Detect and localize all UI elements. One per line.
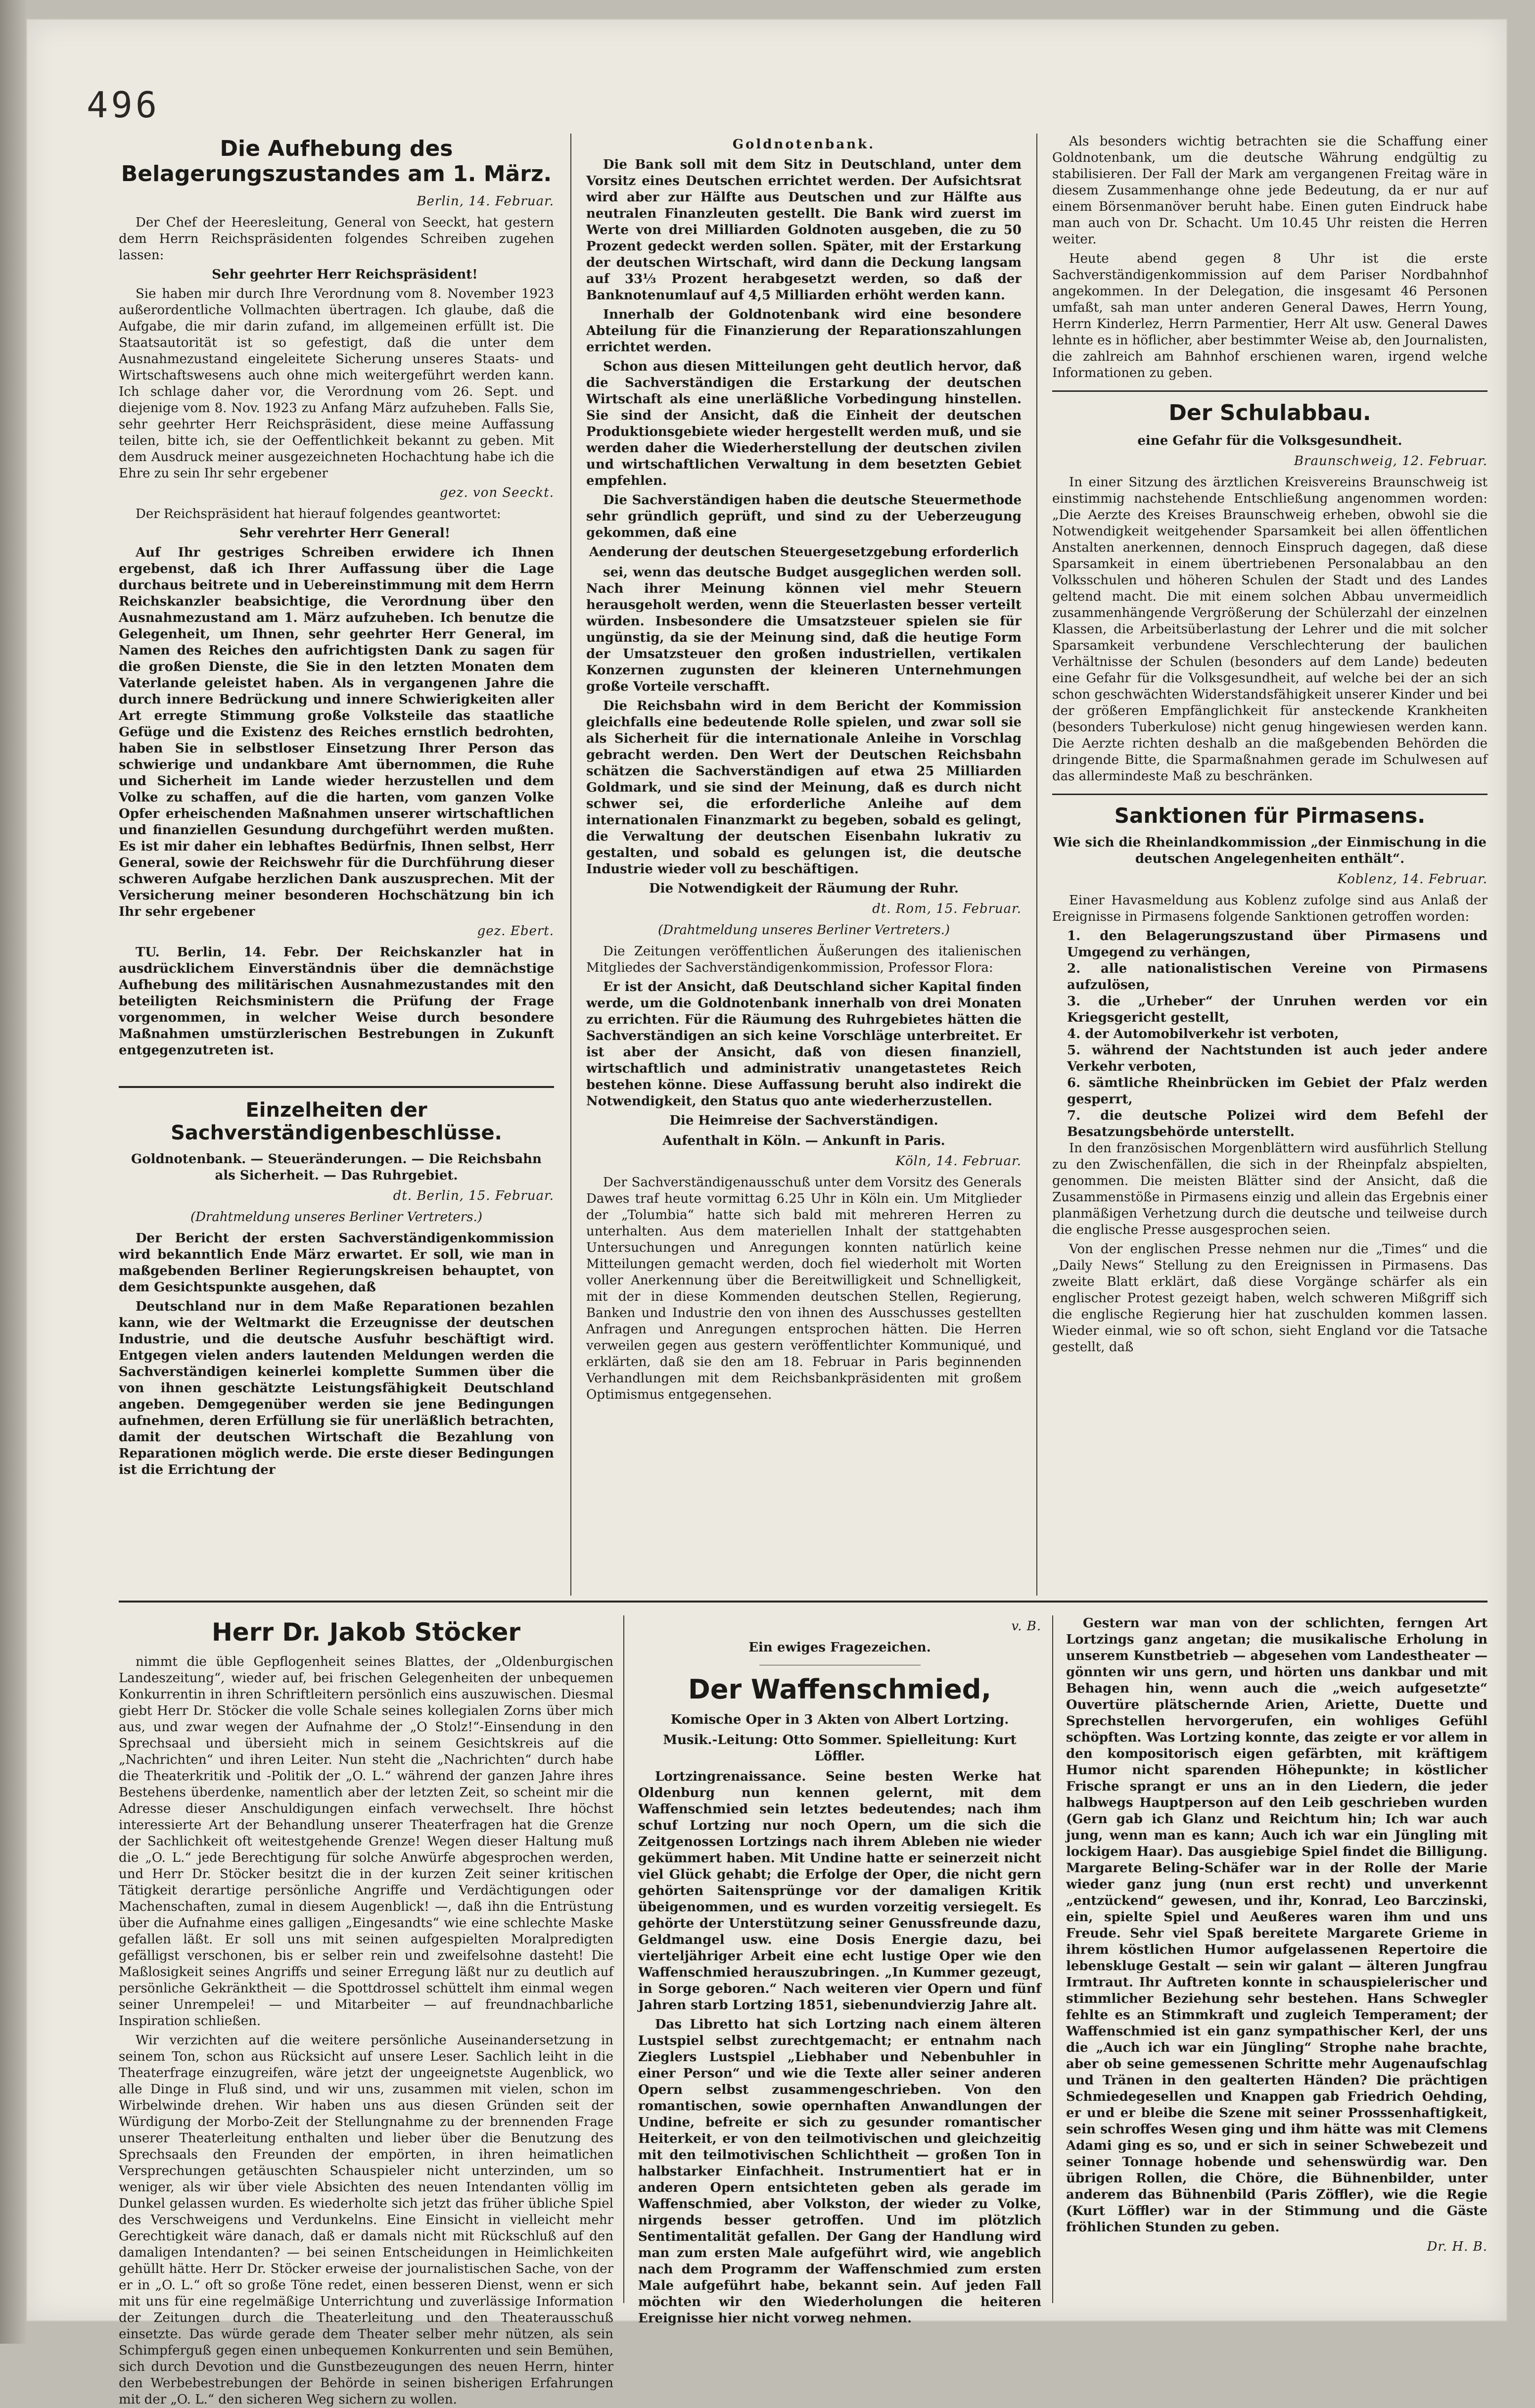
paragraph: nimmt die üble Gepflogenheit seines Blattes, der „Oldenburgischen Landeszeitung“, wieder auf, bei frischen Gelegenheiten der unbequemen Konkurrentin in ihren Schriftleitern persönlich eins auszuwischen. Diesmal giebt Herr Dr. Stöcker die volle Schale seines kollegialen Zorns über mich aus, und zwar wegen der Aufnahme der „O Stolz!“-Einsendung in den Sprechsaal und übersieht mich in seinem Gesichtskreis auf die „Nachrichten“ und ihren Leiter. Nun steht die „Nachrichten“ durch habe die Theaterkritik und -Politik der „O. L.“ während der ganzen Jahre ihres Bestehens überdenke, namentlich aber der letzten Zeit, so scheint mir die Adresse dieser Anschuldigungen einfach verwechselt. Ihre höchst interessierte Art der Behandlung unserer Theaterfragen hat die Grenze der Sachlichkeit oft weitestgehende Grenze! Wegen dieser Haltung muß die „O. L.“ jede Berechtigung für solche Anwürfe abgesprochen werden, und Herr Dr. Stöcker besitzt die in der kurzen Zeit seiner kritischen Tätigkeit derartige persönliche Angriffe und Verdächtigungen oder Machenschaften, zumal in diesem Augenblick! —, daß ihn die Entrüstung über die Aufnahme eines galligen „Eingesandts“ wie eine schlechte Maske gefallen läßt. Er soll uns mit seinen aufgespielten Moralpredigten gefälligst verschonen, bis er selber rein und zweifelsohne dasteht! Die Maßlosigkeit seines Angriffs und seiner Erregung läßt nur zu deutlich auf persönliche Gekränktheit — die Spottdrossel schüttelt ihm einmal wegen seiner Unrempelei! — und Mitarbeiter — auf freundnachbarliche Inspiration schließen. [119, 1654, 613, 2029]
paragraph: Die Sachverständigen haben die deutsche Steuermethode sehr gründlich geprüft, und sind zu der Ueberzeugung gekommen, daß eine [586, 493, 1022, 540]
list-item: 5. während der Nachtstunden ist auch jeder andere Verkehr verboten, [1067, 1042, 1488, 1074]
source-note: (Drahtmeldung unseres Berliner Vertreters.) [657, 923, 950, 938]
headline-belagerung: Die Aufhebung des Belagerungszustandes am 1. März. [121, 136, 552, 187]
subheadline-goldnotenbank: Goldnotenbank. [732, 137, 876, 152]
paragraph: Auf Ihr gestriges Schreiben erwidere ich Ihnen ergebenst, daß ich Ihrer Auffassung über die Lage durchaus beitrete und in Uebereinstimmung mit dem Herrn Reichskanzler beabsichtige, die Verordnung über den Ausnahmezustand am 1. März aufzuheben. Ich benutze die Gelegenheit, um Ihnen, sehr geehrter Herr General, im Namen des Reiches den aufrichtigsten Dank zu sagen für die großen Dienste, die Sie in den letzten Monaten dem Vaterlande geleistet haben. Als in vergangenen Jahre die durch innere Bedrückung und innere Schwierigkeiten aller Art erregte Stimmung große Volksteile das staatliche Gefüge und die Existenz des Reiches ernstlich bedrohten, haben Sie in selbstloser Einsetzung Ihrer Person das schwierige und undankbare Amt übernommen, die Ruhe und Sicherheit im Lande wieder herzustellen und dem Volke zu schaffen, auf die die harten, vom ganzen Volke Opfer erheischenden Maßnahmen unserer wirtschaftlichen und finanziellen Gesundung durchgeführt werden mußten. Es ist mir daher ein lebhaftes Bedürfnis, Ihnen selbst, Herr General, sowie der Reichswehr für die Durchführung dieser schweren Aufgabe herzlichen Dank auszusprechen. Mit der Versicherung meiner besonderen Hochschätzung bin ich Ihr sehr ergebener [119, 545, 554, 920]
section-rule [1052, 390, 1488, 392]
paragraph: Als besonders wichtig betrachten sie die Schaffung einer Goldnotenbank, um die deutsche Währung endgültig zu stabilisieren. Der Fall der Mark am vergangenen Freitag wäre in diesem Zusammenhange ohne jede Bedeutung, da er nur auf einem Börsenmanöver beruht habe. Einen guten Eindruck habe man auch von Dr. Schacht. Um 10.45 Uhr reisten die Herren weiter. [1052, 134, 1488, 247]
dateline: Braunschweig, 12. Februar. [1294, 453, 1488, 469]
credits: Musik.-Leitung: Otto Sommer. Spielleitung: Kurt Löffler. [663, 1733, 1017, 1764]
headline-schulabbau: Der Schulabbau. [1168, 400, 1371, 425]
dateline: dt. Berlin, 15. Februar. [393, 1188, 554, 1203]
paragraph: Gestern war man von der schlichten, ferngen Art Lortzings ganz angetan; die musikalische Erholung in unserem Kunstbetrieb — abgesehen vom Landestheater — gönnten wir uns gern, und hörten uns dankbar und mit Behagen hin, wenn auch die „weich aufgesetzte“ Ouvertüre plätschernde Arien, Ariette, Duette und Sprechstellen hervorgerufen, ein wohliges Gefühl schöpften. Was Lortzing konnte, das zeigte er vor allem in den kompositorisch eigen gefärbten, mit kräftigem Humor nicht sparenden Höhepunkte; in köstlicher Frische sprangt er uns an in den Liedern, die jeder halbwegs Hauptperson auf den Leib geschrieben wurden (Gern gab ich Glanz und Reichtum hin; Ich war auch jung, wenn man es kann; Auch ich war ein Jüngling mit lockigem Haar). Das ausgiebige Spiel findet die Billigung. Margarete Beling-Schäfer war in der Rolle der Marie wieder ganz jung (nun erst recht) und unverkennt „entzückend“ gewesen, und ihr, Konrad, Leo Barczinski, ein, spielte Spiel und Aeußeres waren ihm und uns Freude. Sehr viel Spaß bereitete Margarete Grieme in ihrem köstlichen Humor aufgelassenen Repertoire die lebenskluge Gestalt — sein wir galant — älteren Jungfrau Irmtraut. Ihr Auftreten konnte in schauspielerischer und stimmlicher Beziehung sehr bestehen. Hans Schwegler fehlte es an Stimmkraft und zugleich Temperament; der Waffenschmied ist ein ganz sympathischer Kerl, der uns die „Auch ich war ein Jüngling“ Strophe nahe brachte, aber ob seine gemessenen Schritte mehr Augenaufschlag und Tränen in den gealterten Händen? Die prächtigen Schmiedegesellen und Knappen gab Friedrich Oehding, er und er bleibe die Szene mit seiner Prosssenhaftigkeit, sein schroffes Wesen ging und ihm hätte was mit Clemens Adami ging es so, und er sich in seiner Schwebezeit und seiner Tonnage hobende und sehenswürdig war. Den übrigen Rollen, die Chöre, die Bühnenbilder, unter anderem das Bühnenbild (Paris Zöffler), wie die Regie (Kurt Löffler) war in der Stimmung und die Gäste fröhlichen Stunden zu geben. [1066, 1616, 1488, 2235]
list-item: 4. der Automobilverkehr ist verboten, [1067, 1026, 1339, 1041]
signature: v. B. [1011, 1619, 1041, 1634]
signature: Dr. H. B. [1427, 2239, 1488, 2254]
newspaper-page [27, 20, 1506, 2407]
scan-edge [0, 0, 27, 2344]
column-divider [1052, 1615, 1053, 2303]
dateline: Köln, 14. Februar. [895, 1154, 1022, 1169]
paragraph: Innerhalb der Goldnotenbank wird eine besondere Abteilung für die Finanzierung der Reparationszahlungen errichtet werden. [586, 307, 1022, 355]
paragraph: Die Reichsbahn wird in dem Bericht der Kommission gleichfalls eine bedeutende Rolle spielen, und zwar soll sie als Sicherheit für die internationale Anleihe in Vorschlag gebracht werden. Den Wert der Deutschen Reichsbahn schätzen die Sachverständigen auf etwa 25 Milliarden Goldmark, und sie sind der Meinung, daß es durch nicht schwer sei, die erforderliche Anleihe auf dem internationalen Finanzmarkt zu begeben, sobald es gelingt, die Verwaltung der deutschen Eisenbahn lukrativ zu gestalten, und sobald es gelungen ist, die deutsche Industrie wieder voll zu beschäftigen. [586, 699, 1022, 877]
column-stoecker [119, 1615, 613, 2407]
list-item: 6. sämtliche Rheinbrücken im Gebiet der Pfalz werden gesperrt, [1067, 1075, 1488, 1107]
paragraph: Er ist der Ansicht, daß Deutschland sicher Kapital finden werde, um die Goldnotenbank innerhalb von drei Monaten zu errichten. Für die Räumung des Ruhrgebietes hätten die Sachverständigen an sich keine Vorschläge unterbreitet. Er ist aber der Ansicht, daß von diesen finanziell, wirtschaftlich und administrativ unangetastetes Reich bestehen könne. Diese Auffassung beruht also indirekt die Notwendigkeit, den Status quo ante wiederherzustellen. [586, 980, 1022, 1109]
salutation: Sehr verehrter Herr General! [239, 526, 451, 541]
list-item: 1. den Belagerungszustand über Pirmasens und Umgegend zu verhängen, [1067, 928, 1488, 960]
column-middle-top [586, 134, 1022, 1596]
subheadline: Goldnotenbank. — Steueränderungen. — Die Reichsbahn als Sicherheit. — Das Ruhrgebiet. [131, 1152, 542, 1183]
paragraph: Lortzingrenaissance. Seine besten Werke hat Oldenburg nun kennen gelernt, mit dem Waffenschmied sein letztes bedeutendes; nach ihm schuf Lortzing nur noch Opern, um die sich die Zeitgenossen Lortzings nach ihrem Ableben nie wieder gekümmert haben. Mit Undine hatte er seinerzeit nicht viel Glück gehabt; die Erfolge der Oper, die nicht gern gehörten Saitensprünge vor der damaligen Kritik übeigenommen, und es wurden vorzeitig versiegelt. Es gehörte der Unterstützung seiner Genussfreunde dazu, Geldmangel usw. eine Dosis Energie dazu, bei vierteljähriger Arbeit eine echt lustige Oper wie den Waffenschmied herauszubringen. „In Kummer gezeugt, in Sorge geboren.“ Nach weiteren vier Opern und fünf Jahren starb Lortzing 1851, siebenundvierzig Jahre alt. [638, 1769, 1041, 2013]
headline-sachverstaendige: Einzelheiten der Sachverständigenbeschlüsse. [171, 1099, 502, 1144]
sanctions-list [1052, 928, 1488, 1140]
headline-stoecker: Herr Dr. Jakob Stöcker [211, 1618, 521, 1647]
signature: gez. von Seeckt. [439, 485, 554, 501]
column-waffenschmied [638, 1615, 1041, 2326]
headline-waffenschmied: Der Waffenschmied, [688, 1674, 991, 1705]
subheadline: Komische Oper in 3 Akten von Albert Lortzing. [670, 1712, 1009, 1728]
paragraph: Deutschland nur in dem Maße Reparationen bezahlen kann, wie der Weltmarkt die Erzeugnisse der deutschen Industrie, und die deutsche Ausfuhr beschäftigt wird. Entgegen vielen anders lautenden Meldungen werden die Sachverständigen keinerlei komplette Summen über die von ihnen geschätzte Leistungsfähigkeit Deutschland angeben. Demgegenüber werden sie jene Bedingungen aufnehmen, deren Erfüllung sie für unerläßlich betrachten, damit der deutschen Wirtschaft die Bezahlung von Reparationen möglich werde. Die erste dieser Bedingungen ist die Errichtung der [119, 1299, 554, 1477]
paragraph: In einer Sitzung des ärztlichen Kreisvereins Braunschweig ist einstimmig nachstehende Entschließung angenommen worden: „Die Aerzte des Kreises Braunschweig erheben, obwohl sie die Notwendigkeit weitgehender Sparsamkeit bei allen öffentlichen Anstalten anerkennen, dennoch Einspruch dagegen, daß diese Sparsamkeit in einem übertriebenen Personalabbau an den Volksschulen und höheren Schulen der Stadt und des Landes geltend macht. Die mit einem solchen Abbau unvermeidlich zusammenhängende Vergrößerung der Schülerzahl der einzelnen Klassen, die Arbeitsüberlastung der Lehrer und die mit solcher Sparsamkeit verbundene Verschlechterung der baulichen Verhältnisse der Schulen (besonders auf dem Lande) bedeuten eine Gefahr für die Volksgesundheit, auf welche bei der an sich schon geschwächten Widerstandsfähigkeit unserer Kinder und bei der größeren Empfänglichkeit für ansteckende Krankheiten (besonders Tuberkulose) nicht genug hingewiesen werden kann. Die Aerzte richten deshalb an die maßgebenden Behörden die dringende Bitte, die Sparmaßnahmen gerade im Schulwesen auf das allermindeste Maß zu beschränken. [1052, 474, 1488, 784]
paragraph: Die Bank soll mit dem Sitz in Deutschland, unter dem Vorsitz eines Deutschen errichtet werden. Der Aufsichtsrat wird aber zur Hälfte aus Deutschen und zur Hälfte aus neutralen Finanzleuten gestellt. Die Bank wird zuerst im Werte von drei Milliarden Goldnoten ausgeben, die zu 50 Prozent gedeckt werden sollen. Später, mit der Erstarkung der deutschen Wirtschaft, wird dann die Deckung langsam auf 33⅓ Prozent herabgesetzt werden, so daß der Banknotenumlauf auf 4,5 Milliarden erhöht werden kann. [586, 157, 1022, 303]
page-number: 496 [87, 84, 160, 126]
paragraph: Wir verzichten auf die weitere persönliche Auseinandersetzung in seinem Ton, schon aus Rücksicht auf unsere Leser. Sachlich leiht in die Theaterfrage einzugreifen, wäre jetzt der ungeeignetste Augenblick, wo alle Dinge in Fluß sind, und wir uns, zusammen mit vielen, schon im Wirbelwinde drehen. Wir haben uns aus diesen Gründen seit der Würdigung der Morbo-Zeit der Stellungnahme zu der brennenden Frage unserer Theaterleitung enthalten und lieber über die Benutzung des Sprechsaals den Freunden der empörten, in ihren heimatlichen Versprechungen getäuschten Schauspieler nicht unterzinden, um so weniger, als wir über viele Absichten des neuen Intendanten völlig im Dunkel gelassen wurden. Es wiederholte sich jetzt das früher übliche Spiel des Verschweigens und Verdunkelns. Eine Einsicht in vielleicht mehr Gerechtigkeit wäre danach, daß er damals nicht mit Rückschluß auf den damaligen Intendanten? — bei seinen Entscheidungen in Heimlichkeiten gehüllt hätte. Herr Dr. Stöcker erweise der journalistischen Sache, von der er in „O. L.“ oft so große Töne redet, einen besseren Dienst, wenn er sich mit uns für eine regelmäßige Unterrichtung und zuverlässige Information der Zeitungen durch die Theaterleitung und den Theaterausschuß einsetzte. Das würde gerade dem Theater selber mehr nützen, als sein Schimpferguß gegen einen unbequemen Konkurrenten und sein Bemühen, sich durch Devotion und die Gunstbezeugungen des neuen Herrn, hinter den Werbebestrebungen der Behörde in seinen bisherigen Erfahrungen mit der „O. L.“ den sicheren Weg sichern zu wollen. [119, 2032, 613, 2407]
paragraph: Von der englischen Presse nehmen nur die „Times“ und die „Daily News“ Stellung zu den Ereignissen in Pirmasens. Das zweite Blatt erklärt, daß diese Vorgänge schärfer als ein englischer Protest gezeigt haben, welch schweren Mißgriff sich die englische Regierung hier hat zuschulden kommen lassen. Wieder einmal, wie so oft schon, sieht England vor die Tatsache gestellt, daß [1052, 1241, 1488, 1355]
paragraph: TU. Berlin, 14. Febr. Der Reichskanzler hat in ausdrücklichem Einverständnis über die demnächstige Aufhebung des militärischen Ausnahmezustandes mit den beteiligten Reichsministern die Prüfung der Frage vorgenommen, in welcher Weise durch besondere Maßnahmen umstürzlerischen Bestrebungen in Zukunft entgegenzutreten ist. [119, 945, 554, 1058]
paragraph: Der Sachverständigenausschuß unter dem Vorsitz des Generals Dawes traf heute vormittag 6.25 Uhr in Köln ein. Um Mitglieder der „Tolumbia“ hatte sich bald mit mehreren Herren zu unterhalten. Aus dem materiellen Inhalt der stattgehabten Untersuchungen und Anregungen konnten natürlich keine Mitteilungen gemacht werden, doch fiel wiederholt mit Worten voller Anerkennung über die Bereitwilligkeit und Schnelligkeit, mit der in diese Kommenden deutschen Stellen, Regierung, Banken und Industrie den von ihnen des Ausschusses gestellten Anfragen und Anregungen entsprochen hätten. Die Herren verweilen gegen aus gestern veröffentlichter Kommuniqué, und erklärten, daß sie den am 18. Februar in Paris beginnenden Verhandlungen mit dem Reichsbankpräsidenten mit großem Optimismus entgegensehen. [586, 1175, 1022, 1402]
subheadline-heimreise: Die Heimreise der Sachverständigen. [669, 1113, 938, 1128]
signature: gez. Ebert. [477, 924, 554, 939]
dateline: Berlin, 14. Februar. [417, 194, 554, 209]
paragraph: Heute abend gegen 8 Uhr ist die erste Sachverständigenkommission auf dem Pariser Nordbahnhof angekommen. In der Delegation, die insgesamt 46 Personen umfaßt, sah man unter anderen General Dawes, Herrn Young, Herrn Kinderlez, Herrn Parmentier, Herr Alt usw. General Dawes lehnte es in höflicher, aber bestimmter Weise ab, den Journalisten, die zahlreich am Bahnhof erschienen waren, irgend welche Informationen zu geben. [1052, 251, 1488, 380]
column-divider [623, 1615, 624, 2303]
column-belagerung [119, 134, 554, 1084]
paragraph: Der Reichspräsident hat hierauf folgendes geantwortet: [136, 507, 501, 522]
paragraph: Der Bericht der ersten Sachverständigenkommission wird bekanntlich Ende März erwartet. Er soll, wie man in maßgebenden Berliner Regierungskreisen behauptet, von dem Gesichtspunkte ausgehen, daß [119, 1231, 554, 1295]
paragraph: Sie haben mir durch Ihre Verordnung vom 8. November 1923 außerordentliche Vollmachten übertragen. Ich glaube, daß die Aufgabe, die mir darin zufand, im allgemeinen erfüllt ist. Die Staatsautorität ist so gefestigt, daß die unter dem Ausnahmezustand eingeleitete Sicherung unseres Staats- und Wirtschaftswesens auch ohne mich weitergeführt werden kann. Ich schlage daher vor, die Verordnung vom 26. Sept. und diejenige vom 8. Nov. 1923 zu Anfang März aufzuheben. Falls Sie, sehr geehrter Herr Reichspräsident, diese meine Auffassung teilen, bitte ich, sie der Oeffentlichkeit bekannt zu geben. Mit dem Ausdruck meiner ausgezeichneten Hochachtung habe ich die Ehre zu sein Ihr sehr ergebener [119, 286, 554, 481]
column-right-top [1052, 134, 1488, 1596]
paragraph: Einer Havasmeldung aus Koblenz zufolge sind aus Anlaß der Ereignisse in Pirmasens folgende Sanktionen getroffen worden: [1052, 893, 1488, 924]
list-item: 7. die deutsche Polizei wird dem Befehl der Besatzungsbehörde unterstellt. [1067, 1108, 1488, 1139]
salutation: Sehr geehrter Herr Reichspräsident! [212, 267, 478, 283]
section-rule [119, 1086, 554, 1088]
subheadline-steuer: Aenderung der deutschen Steuergesetzgebung erforderlich [589, 545, 1019, 560]
subheadline: eine Gefahr für die Volksgesundheit. [1137, 433, 1402, 448]
paragraph: Der Chef der Heeresleitung, General von Seeckt, hat gestern dem Herrn Reichspräsidenten folgendes Schreiben zugehen lassen: [119, 215, 554, 263]
dateline: Koblenz, 14. Februar. [1337, 871, 1488, 887]
column-divider [570, 134, 571, 1596]
subheadline: Ein ewiges Fragezeichen. [748, 1640, 931, 1655]
paragraph: sei, wenn das deutsche Budget ausgeglichen werden soll. Nach ihrer Meinung können viel mehr Steuern herausgeholt werden, wenn die Steuerlasten besser verteilt würden. Insbesondere die Umsatzsteuer spielen sie für ungünstig, da sie der Meinung sind, daß die heutige Form der Umsatzsteuer den großen industriellen, vertikalen Konzernen zugunsten der kleineren Unternehmungen große Vorteile verschafft. [586, 565, 1022, 694]
subheadline: Aufenthalt in Köln. — Ankunft in Paris. [662, 1133, 945, 1148]
page-divider-rule [119, 1601, 1488, 1603]
column-sachverstaendige [119, 1096, 554, 1601]
paragraph: In den französischen Morgenblättern wird ausführlich Stellung zu den Zwischenfällen, die sich in der Rheinpfalz abspielten, genommen. Die meisten Blätter sind der Ansicht, daß die Zusammenstöße in Pirmasens einzig und allein das Ergebnis einer planmäßigen Verhetzung durch die deutsche und teilweise durch die englische Presse ausgesprochen seien. [1052, 1140, 1488, 1237]
column-waffenschmied-2 [1066, 1615, 1488, 2303]
paragraph: Die Zeitungen veröffentlichen Äußerungen des italienischen Mitgliedes der Sachverständigenkommission, Professor Flora: [586, 944, 1022, 975]
subheadline: Wie sich die Rheinlandkommission „der Einmischung in die deutschen Angelegenheiten enthält“. [1053, 835, 1487, 866]
dateline: dt. Rom, 15. Februar. [872, 901, 1022, 916]
column-divider [1036, 134, 1037, 1596]
source-note: (Drahtmeldung unseres Berliner Vertreters.) [190, 1210, 482, 1225]
subheadline-ruhr: Die Notwendigkeit der Räumung der Ruhr. [649, 881, 959, 896]
headline-pirmasens: Sanktionen für Pirmasens. [1114, 803, 1426, 828]
paragraph: Schon aus diesen Mitteilungen geht deutlich hervor, daß die Sachverständigen die Erstarkung der deutschen Wirtschaft als eine unerläßliche Vorbedingung hinstellen. Sie sind der Ansicht, daß die Einheit der deutschen Produktionsgebiete wieder hergestellt werden muß, und sie werden daher die Wiederherstellung der deutschen zivilen und wirtschaftlichen Verwaltung in dem besetzten Gebiet empfehlen. [586, 359, 1022, 488]
list-item: 2. alle nationalistischen Vereine von Pirmasens aufzulösen, [1067, 961, 1488, 992]
section-rule [1052, 794, 1488, 795]
list-item: 3. die „Urheber“ der Unruhen werden vor ein Kriegsgericht gestellt, [1067, 993, 1488, 1025]
paragraph: Das Libretto hat sich Lortzing nach einem älteren Lustspiel selbst zurechtgemacht; er entnahm nach Zieglers Lustspiel „Liebhaber und Nebenbuhler in einer Person“ und wie die Texte aller seiner anderen Opern selbst zusammengeschrieben. Von den romantischen, sowie opernhaften Anwandlungen der Undine, befreite er sich zu gesunder romantischer Heiterkeit, er von den teilmotivischen und gleichzeitig mit den teilmotivischen Schlichtheit — großen Ton in halbstarker Einfachheit. Instrumentiert hat er in anderen Opern entsichteten geben als gerade im Waffenschmied, aber Volkston, der wieder zu Volke, nirgends besser getroffen. Und im plötzlich Sentimentalität gefallen. Der Gang der Handlung wird man zum ersten Male aufgeführt wird, wie angeblich nach dem Programm der Waffenschmied zum ersten Male aufgeführt habe, bekannt sein. Auf jeden Fall möchten wir den Wiederholungen die heiteren Ereignisse hier nicht vorweg nehmen. [638, 2017, 1041, 2326]
